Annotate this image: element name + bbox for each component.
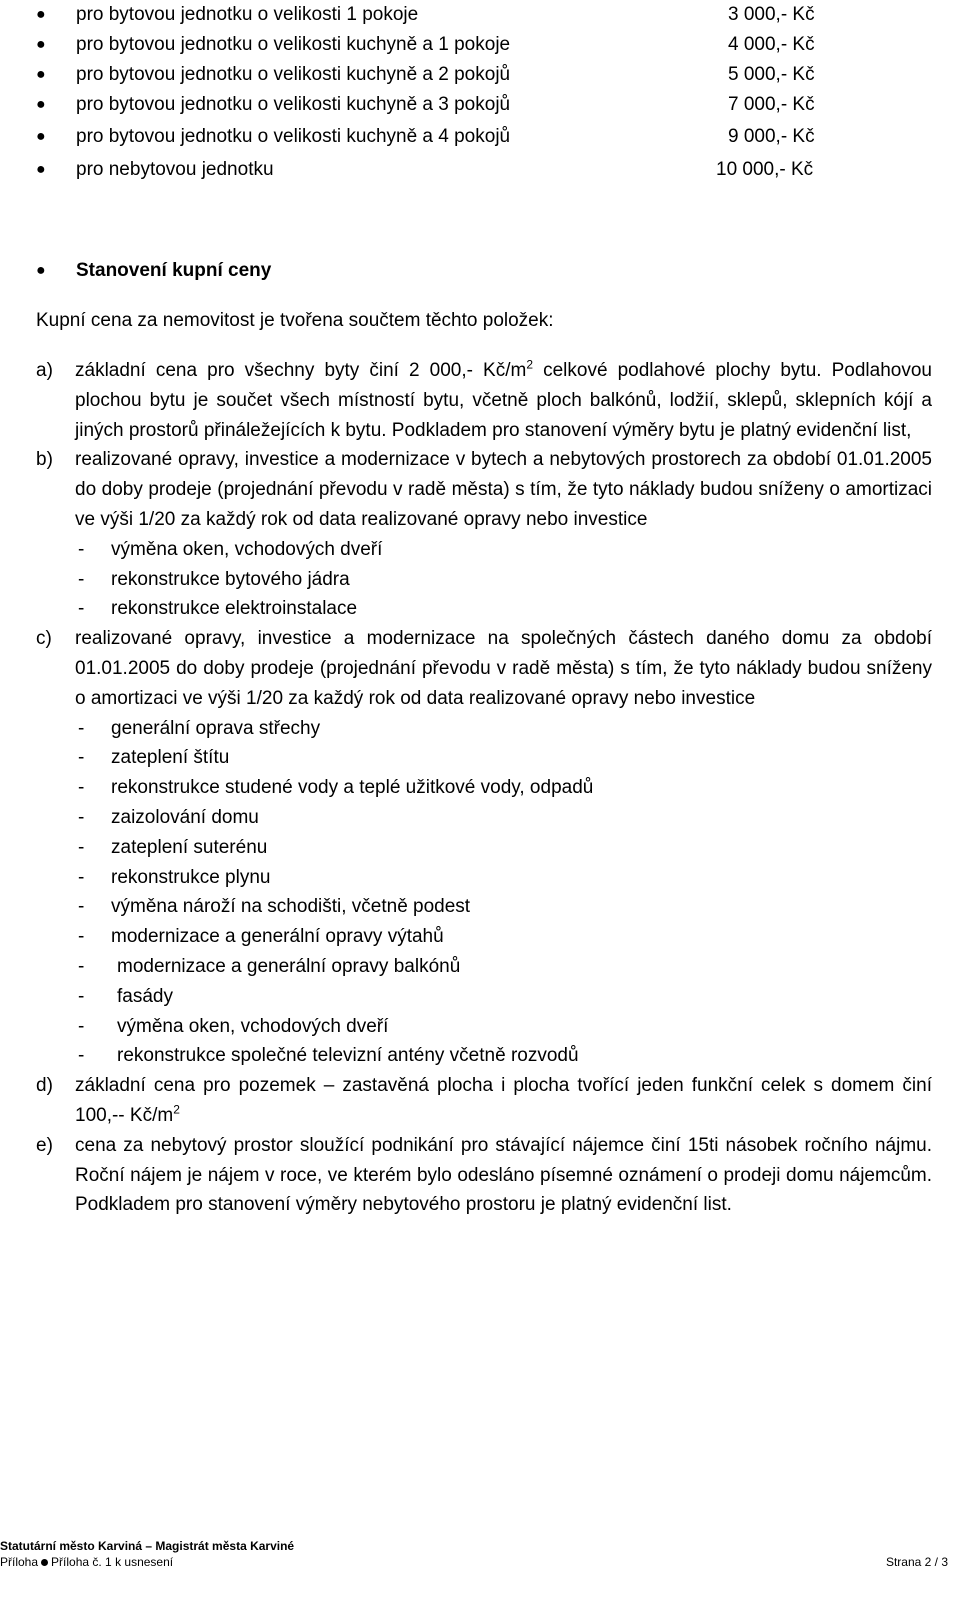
bullet-icon: ● xyxy=(36,66,46,83)
list-item: - generální oprava střechy xyxy=(78,717,321,739)
list-item: - zateplení štítu xyxy=(78,747,230,769)
item-text: základní cena pro všechny byty činí 2 000,- $Kč/m^2$ celkové podlahové plochy bytu. Podlahovou plochou bytu je součet všech místností bytu, včetně ploch balkónů, lodžií, sklepů, sklepních kójí a jiných prostorů přináležejících k bytu. Podkladem pro stanovení výměry bytu je platný evidenční list, xyxy=(75,357,932,441)
item-text: realizované opravy, investice a modernizace v bytech a nebytových prostorech za období 01.01.2005 do doby prodeje (projednání převodu v radě města) s tím, že tyto náklady budou sníženy o amortizaci ve výši 1/20 za každý rok od data realizované opravy nebo investice xyxy=(75,449,932,530)
list-item: - rekonstrukce bytového jádra xyxy=(78,568,350,590)
price-row xyxy=(36,122,936,152)
list-item: - rekonstrukce plynu xyxy=(78,866,271,888)
bullet-icon: ● xyxy=(36,128,46,145)
page-footer xyxy=(0,1538,960,1570)
price-row xyxy=(36,30,936,60)
price-value: 5 000,- Kč xyxy=(728,64,815,85)
item-d xyxy=(36,1071,932,1131)
price-label: pro bytovou jednotku o velikosti kuchyně a 4 pokojů xyxy=(76,126,511,147)
item-c xyxy=(36,624,932,1071)
list-item: - výměna oken, vchodových dveří xyxy=(78,1015,389,1037)
page-number: Strana 2 / 3 xyxy=(885,1555,948,1569)
price-row xyxy=(36,0,936,30)
bullet-icon: ● xyxy=(36,6,46,23)
price-label: pro bytovou jednotku o velikosti kuchyně a 3 pokojů xyxy=(76,94,511,115)
price-label: pro bytovou jednotku o velikosti kuchyně a 2 pokojů xyxy=(76,64,511,85)
list-item: - rekonstrukce studené vody a teplé užitkové vody, odpadů xyxy=(78,777,594,799)
sub-list xyxy=(75,714,932,1072)
item-letter: e) xyxy=(36,1134,53,1156)
list-item: - výměna oken, vchodových dveří xyxy=(78,538,383,560)
list-item: - zateplení suterénu xyxy=(78,836,268,858)
footer-meta xyxy=(0,1554,960,1570)
price-value: 4 000,- Kč xyxy=(728,34,815,55)
footer-left: Příloha Příloha č. 1 k usnesení xyxy=(0,1555,174,1569)
list-item: - rekonstrukce elektroinstalace xyxy=(78,598,358,620)
price-value: 7 000,- Kč xyxy=(728,94,815,115)
list-item: - modernizace a generální opravy balkónů xyxy=(78,955,461,977)
item-b xyxy=(36,445,932,624)
price-items xyxy=(36,356,932,1220)
section-title: Stanovení kupní ceny xyxy=(76,260,272,281)
item-a xyxy=(36,356,932,445)
intro-text: Kupní cena za nemovitost je tvořena součtem těchto položek: xyxy=(36,310,554,331)
list-item: - modernizace a generální opravy výtahů xyxy=(78,926,444,948)
item-letter: c) xyxy=(36,628,52,650)
list-item: - fasády xyxy=(78,985,173,1007)
price-row xyxy=(36,90,936,120)
item-letter: d) xyxy=(36,1075,53,1097)
item-text: základní cena pro pozemek – zastavěná plocha i plocha tvořící jeden funkční celek s domem činí 100,-- $Kč/m^2$ xyxy=(75,1075,932,1126)
price-value: 3 000,- Kč xyxy=(728,4,815,25)
list-item: - rekonstrukce společné televizní antény včetně rozvodů xyxy=(78,1045,579,1067)
bullet-icon: ● xyxy=(36,36,46,53)
price-value: 9 000,- Kč xyxy=(728,126,815,147)
bullet-icon: ● xyxy=(36,262,46,279)
list-item: - zaizolování domu xyxy=(78,806,259,828)
item-letter: b) xyxy=(36,449,53,471)
item-letter: a) xyxy=(36,360,53,381)
footer-organization: Statutární město Karviná – Magistrát města Karviné xyxy=(0,1539,295,1553)
bullet-icon: ● xyxy=(36,161,46,178)
price-label: pro bytovou jednotku o velikosti 1 pokoje xyxy=(76,4,419,25)
price-label: pro bytovou jednotku o velikosti kuchyně a 1 pokoje xyxy=(76,34,511,55)
item-e xyxy=(36,1131,932,1220)
price-label: pro nebytovou jednotku xyxy=(76,159,274,180)
price-row xyxy=(36,155,936,185)
sub-list xyxy=(75,535,932,624)
price-row xyxy=(36,60,936,90)
bullet-icon xyxy=(41,1559,48,1566)
bullet-icon: ● xyxy=(36,96,46,113)
item-text: cena za nebytový prostor sloužící podnikání pro stávající nájemce činí 15ti násobek ročního nájmu. Roční nájem je nájem v roce, ve kterém bylo odesláno písemné oznámení o prodeji domu nájemcům. Podkladem pro stanovení výměry nebytového prostoru je platný evidenční list. xyxy=(75,1134,932,1216)
price-value: 10 000,- Kč xyxy=(716,159,814,180)
list-item: - výměna nároží na schodišti, včetně podest xyxy=(78,896,471,918)
item-text: realizované opravy, investice a modernizace na společných částech daného domu za období 01.01.2005 do doby prodeje (projednání převodu v radě města) s tím, že tyto náklady budou sníženy o amortizaci ve výši 1/20 za každý rok od data realizované opravy nebo investice xyxy=(75,628,932,709)
